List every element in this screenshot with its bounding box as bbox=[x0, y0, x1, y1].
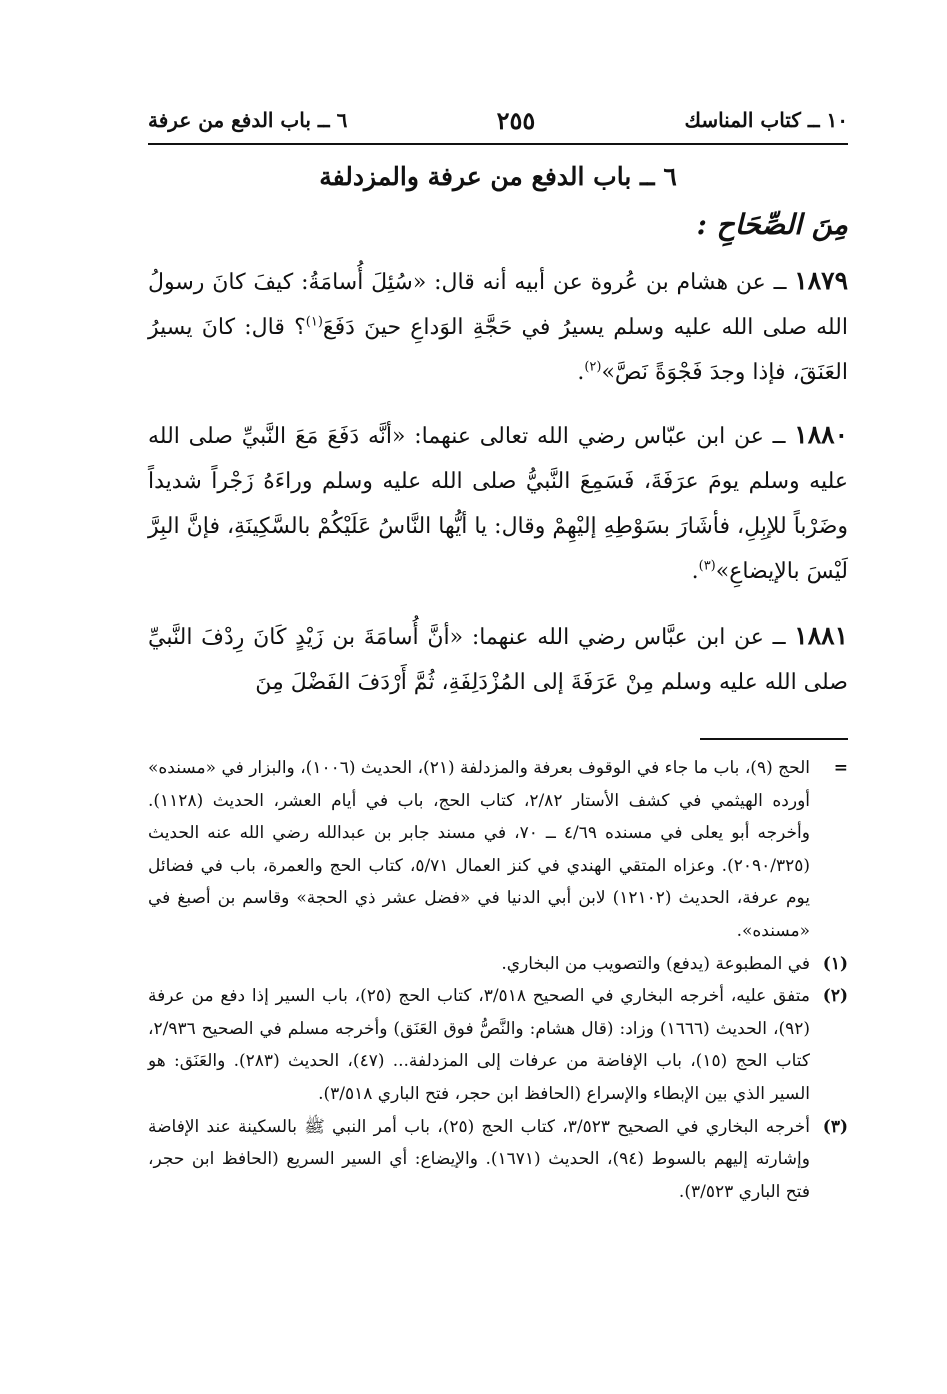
footnotes bbox=[148, 752, 848, 1208]
hadith-number: ١٨٨١ bbox=[794, 621, 848, 650]
footnote-1 bbox=[148, 948, 848, 981]
chapter-title: ٦ ــ باب الدفع من عرفة والمزدلفة bbox=[319, 162, 677, 191]
hadith-text: ــ عن ابن عبَّاس رضي الله عنهما: «أنَّ أُسامَةَ بن زَيْدٍ كَانَ رِدْفَ النَّبيِّ صلى الله عليه وسلم مِنْ عَرَفَةَ إلى المُزْدَلِفَةِ، ثُمَّ أَرْدَفَ الفَضْلَ مِنَ bbox=[148, 625, 848, 695]
footnote-mark: (٣) bbox=[822, 1116, 848, 1137]
header-rule bbox=[148, 143, 848, 145]
hadith-text: ــ عن ابن عبّاس رضي الله تعالى عنهما: «أنَّه دَفَعَ مَعَ النَّبيِّ صلى الله عليه وسلم يومَ عرَفَةَ، فَسَمِعَ النَّبيُّ صلى الله عليه وسلم وراءَهُ زَجْراً شديداً وضَرْباً للإبِلِ، فأشَارَ بسَوْطِهِ إليْهِمْ وقال: يا أيُّها النَّاسُ عَلَيْكُمْ بالسَّكِينَةِ، فإنَّ البِرَّ لَيْسَ بالإيضاعِ» bbox=[148, 424, 848, 584]
footnote-rule bbox=[700, 738, 848, 740]
footnote-mark: (٢) bbox=[822, 986, 848, 1007]
footnote-text: الحج (٩)، باب ما جاء في الوقوف بعرفة والمزدلفة (٢١)، الحديث (١٠٠٦)، والبزار في «مسنده» أورده الهيثمي في كشف الأستار ٢/٨٢، كتاب الحج، باب في أيام العشر، الحديث (١١٢٨). وأخرجه أبو يعلى في مسنده ٤/٦٩ ــ ٧٠، في مسند جابر بن عبدالله رضي الله عنه الحديث (٢٠٩٠/٣٢٥). وعزاه المتقي الهندي في كنز العمال ٥/٧١، كتاب الحج والعمرة، باب في فضائل يوم عرفة، الحديث (١٢١٠٢) لابن أبي الدنيا في «فضل عشر ذي الحجة» وقاسم بن أصبغ في «مسنده». bbox=[148, 758, 810, 941]
hadith-end: . bbox=[577, 360, 585, 385]
header-chapter-title: ٦ ــ باب الدفع من عرفة bbox=[148, 108, 348, 132]
hadith-1879 bbox=[148, 258, 848, 395]
page-number: ٢٥٥ bbox=[496, 105, 536, 135]
hadith-number: ١٨٨٠ bbox=[794, 420, 848, 449]
header-book-title: ١٠ ــ كتاب المناسك bbox=[684, 108, 848, 132]
section-label: مِنَ الصِّحَاحِ : bbox=[696, 208, 848, 241]
footnote-mark: (١) bbox=[822, 953, 848, 974]
footnote-ref: (١) bbox=[305, 314, 323, 330]
footnote-continuation bbox=[148, 752, 848, 948]
footnote-ref: (٢) bbox=[584, 359, 602, 375]
footnote-2 bbox=[148, 980, 848, 1110]
hadith-text: ؟ قال: كانَ يسيرُ العَنَقَ، فإذا وجدَ فَجْوَةً نَصَّ» bbox=[148, 315, 848, 385]
hadith-number: ١٨٧٩ bbox=[794, 266, 849, 295]
footnote-text: متفق عليه، أخرجه البخاري في الصحيح ٣/٥١٨، كتاب الحج (٢٥)، باب السير إذا دفع من عرفة (٩٢)، الحديث (١٦٦٦) وزاد: (قال هشام: والنَّصُّ فوق العَنَق) وأخرجه مسلم في الصحيح ٢/٩٣٦، كتاب الحج (١٥)، باب الإفاضة من عرفات إلى المزدلفة... (٤٧)، الحديث (٢٨٣). والعَنَق: هو السير الذي بين الإبطاء والإسراع (الحافظ ابن حجر، فتح الباري ٣/٥١٨). bbox=[148, 986, 811, 1104]
footnote-ref: (٣) bbox=[698, 558, 716, 574]
hadith-1880 bbox=[148, 412, 848, 594]
running-header bbox=[148, 100, 848, 140]
hadith-1881 bbox=[148, 613, 848, 705]
footnote-text: أخرجه البخاري في الصحيح ٣/٥٢٣، كتاب الحج (٢٥)، باب أمر النبي ﷺ بالسكينة عند الإفاضة وإشارته إليهم بالسوط (٩٤)، الحديث (١٦٧١). والإيضاع: أي السير السريع (الحافظ ابن حجر، فتح الباري ٣/٥٢٣). bbox=[148, 1116, 810, 1202]
hadith-text: ــ عن هشام بن عُروة عن أبيه أنه قال: «سُئِلَ أُسامَةُ: كيفَ كانَ رسولُ الله صلى الله عليه وسلم يسيرُ في حَجَّةِ الوَداعِ حينَ دَفَعَ bbox=[148, 270, 848, 340]
footnote-text: في المطبوعة (يدفع) والتصويب من البخاري. bbox=[501, 953, 810, 974]
hadith-end: . bbox=[691, 559, 699, 584]
footnote-mark: = bbox=[833, 758, 848, 778]
footnote-3 bbox=[148, 1111, 848, 1209]
